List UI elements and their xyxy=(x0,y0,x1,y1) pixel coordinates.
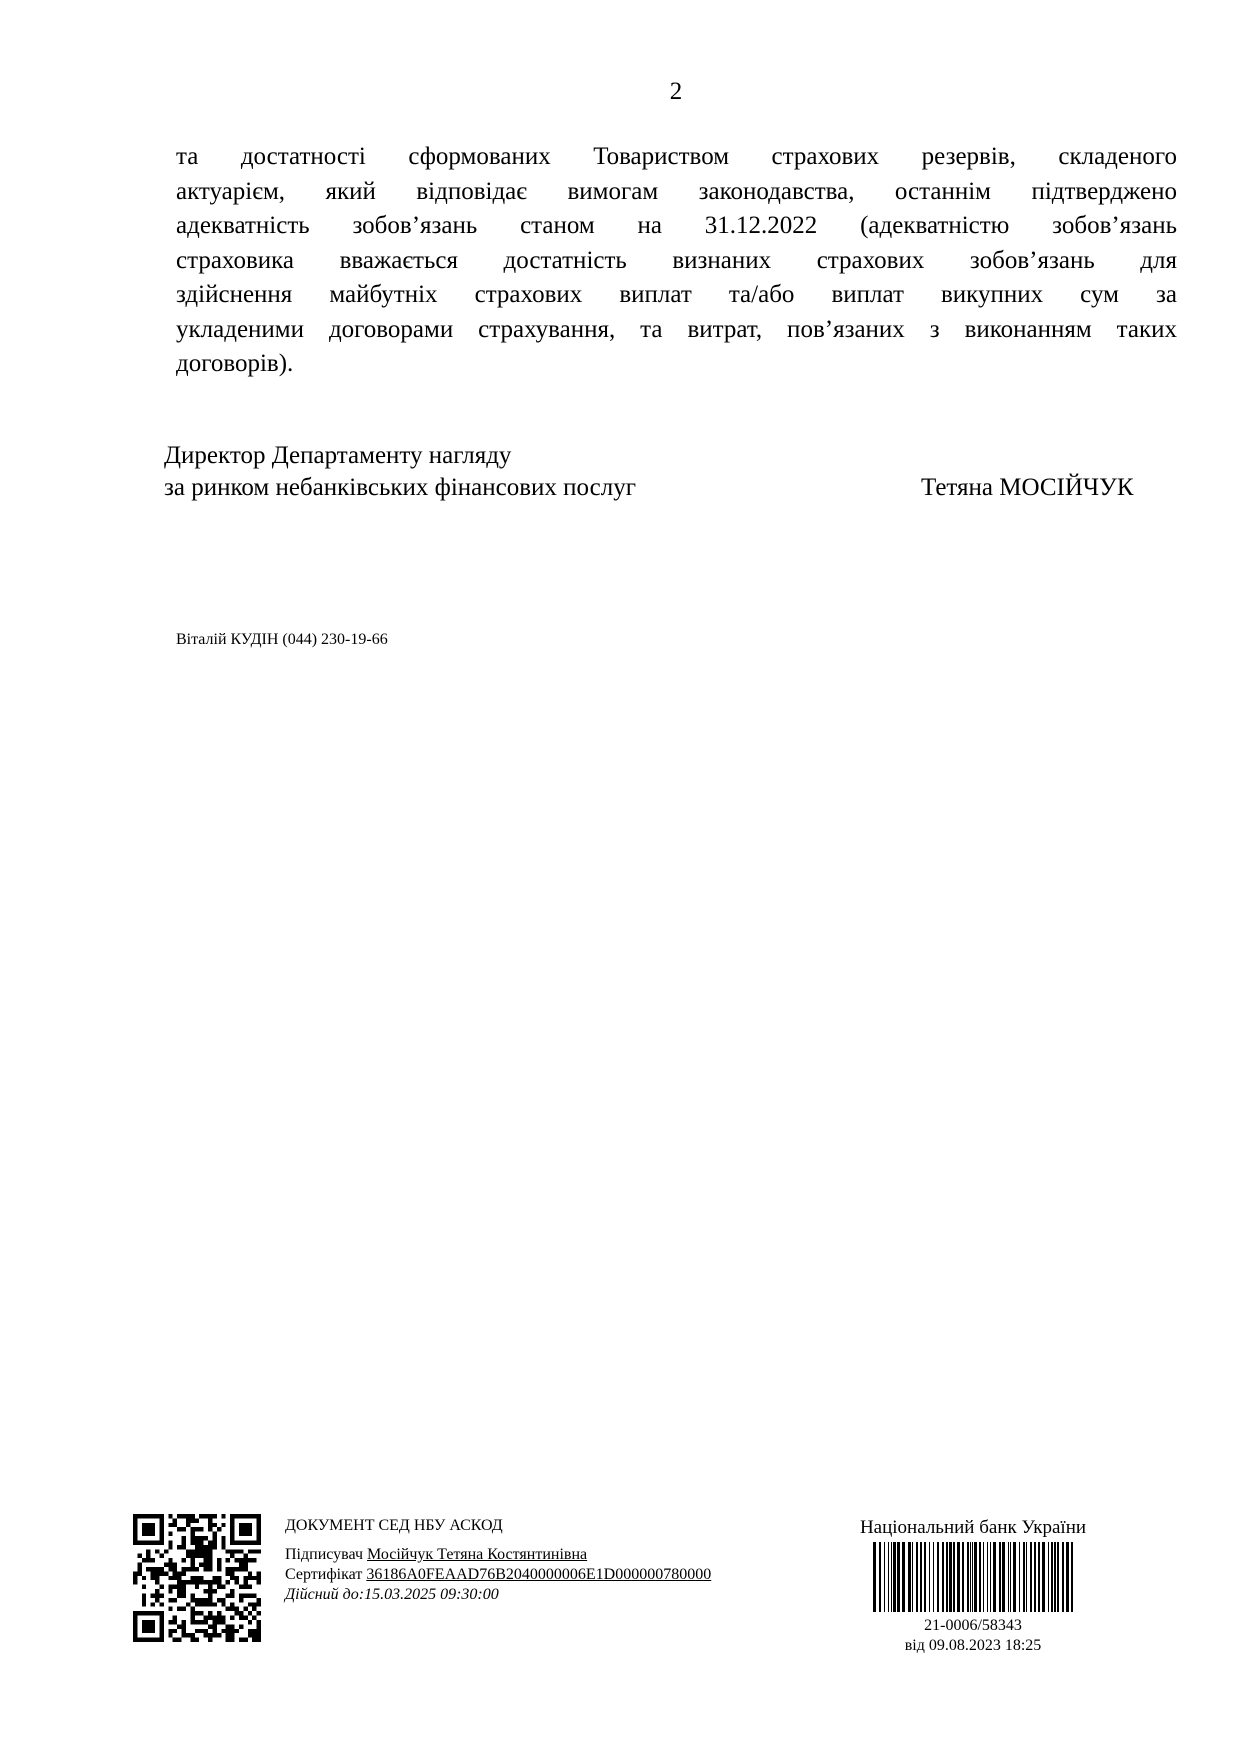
certificate-value: 36186A0FEAAD76B2040000006E1D000000780000 xyxy=(366,1566,712,1583)
qr-code-icon xyxy=(133,1514,261,1642)
stamp-title: ДОКУМЕНТ СЕД НБУ АСКОД xyxy=(285,1517,503,1534)
signer-label: Підписувач xyxy=(285,1546,368,1563)
signer-value: Мосійчук Тетяна Костянтинівна xyxy=(367,1546,588,1563)
certificate-label: Сертифікат xyxy=(285,1566,367,1583)
page-number: 2 xyxy=(669,78,683,105)
e-signature-stamp xyxy=(285,1516,711,1605)
registration-date: від 09.08.2023 18:25 xyxy=(904,1637,1042,1654)
valid-until-value: 15.03.2025 09:30:00 xyxy=(364,1586,499,1603)
barcode-icon xyxy=(873,1542,1073,1612)
body-line: та достатності сформованих Товариством страхових резервів, складеного xyxy=(176,143,1177,170)
signatory-position-line: за ринком небанківських фінансових послуг xyxy=(164,474,636,501)
body-line: договорів). xyxy=(176,350,294,377)
body-line: адекватність зобов’язань станом на 31.12.2022 (адекватністю зобов’язань xyxy=(176,212,1177,239)
signatory-name: Тетяна МОСІЙЧУК xyxy=(921,474,1134,501)
body-line: актуарієм, який відповідає вимогам законодавства, останнім підтверджено xyxy=(176,177,1177,205)
body-line: страховика вважається достатність визнаних страхових зобов’язань для xyxy=(176,246,1177,274)
executor-contact: Віталій КУДІН (044) 230-19-66 xyxy=(176,631,388,648)
body-line: укладеними договорами страхування, та витрат, пов’язаних з виконанням таких xyxy=(176,315,1177,343)
body-paragraph xyxy=(176,140,1177,382)
signatory-position-line: Директор Департаменту нагляду xyxy=(164,442,512,469)
registration-number: 21-0006/58343 xyxy=(924,1617,1022,1634)
certificate-row xyxy=(285,1565,711,1585)
valid-until-label: Дійсний до: xyxy=(285,1586,365,1603)
signatory-position xyxy=(164,440,636,504)
signer-row xyxy=(285,1545,711,1565)
registration-info xyxy=(848,1616,1098,1656)
bank-name: Національний банк України xyxy=(859,1517,1087,1538)
body-line: здійснення майбутніх страхових виплат та/або виплат викупних сум за xyxy=(176,281,1177,308)
valid-until-row xyxy=(285,1585,711,1605)
